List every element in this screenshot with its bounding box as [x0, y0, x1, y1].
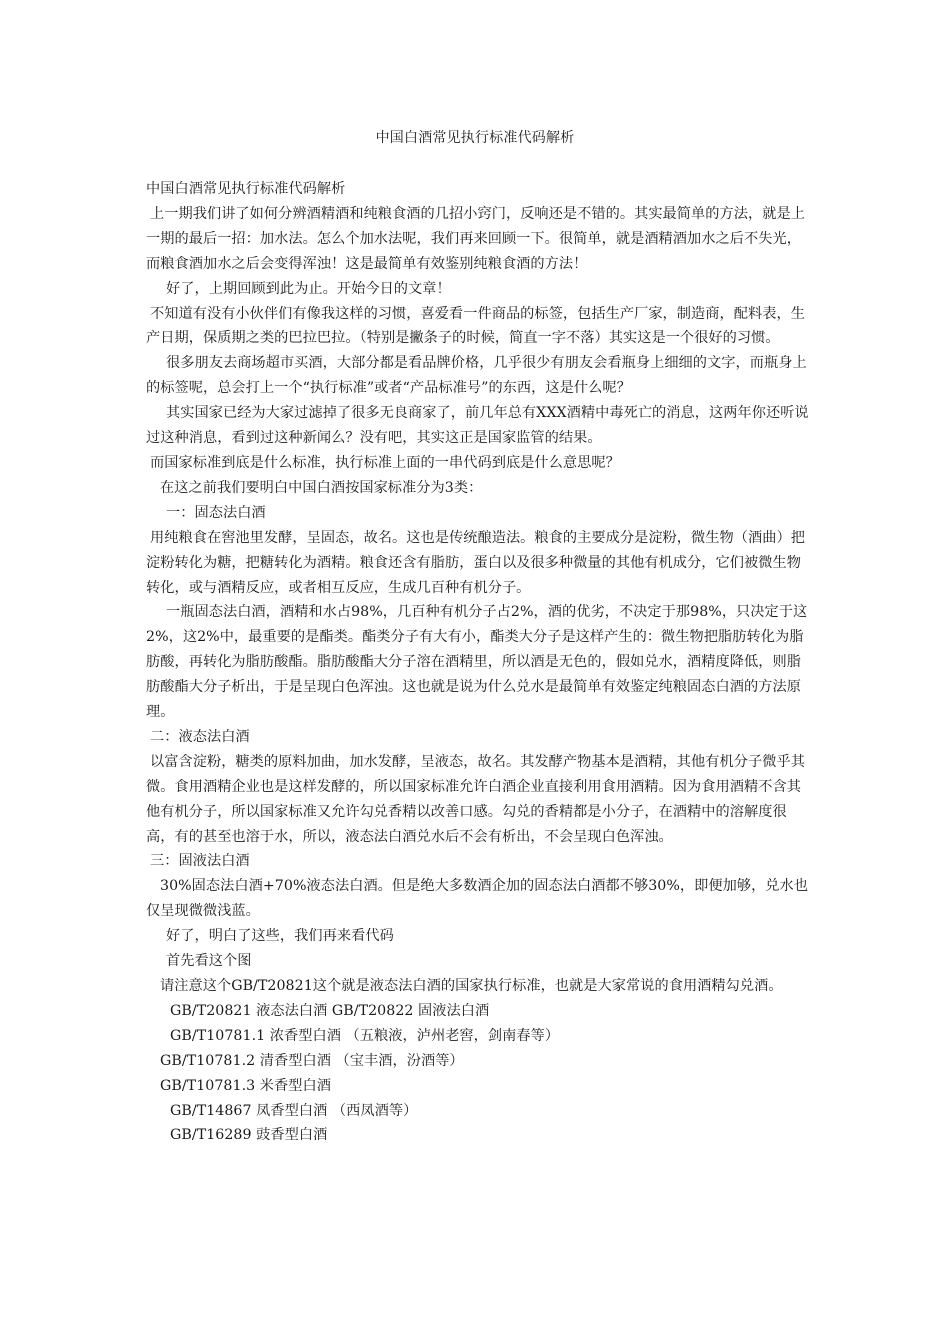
section-heading-solid: 一：固态法白酒 [166, 504, 266, 521]
section-heading-mixed: 三：固液法白酒 [150, 853, 250, 870]
standard-code-line: GB/T10781.3 米香型白酒 [160, 1077, 331, 1094]
document-body [146, 177, 810, 1148]
paragraph-liquid-method: 以富含淀粉，糖类的原料加曲，加水发酵，呈液态，故名。其发酵产物基本是酒精，其他有机分子微乎其微。食用酒精企业也是这样发酵的，所以国家标准允许白酒企业直接利用食用酒精。因为食用酒精不含其他有机分子，所以国家标准又允许勾兑香精以改善口感。勾兑的香精都是小分子，在酒精中的溶解度很高，有的甚至也溶于水，所以，液态法白酒兑水后不会有析出，不会呈现白色浑浊。 [146, 753, 805, 845]
document-title: 中国白酒常见执行标准代码解析 [375, 130, 575, 146]
paragraph-look-at-codes: 好了，明白了这些，我们再来看代码 [166, 928, 394, 945]
standard-code-line: GB/T14867 凤香型白酒 （西凤酒等） [170, 1102, 418, 1119]
paragraph-shopping: 很多朋友去商场超市买酒，大部分都是看品牌价格，几乎很少有朋友会看瓶身上细细的文字，而瓶身上的标签呢，总会打上一个“执行标准”或者“产品标准号”的东西，这是什么呢？ [146, 355, 807, 397]
body-heading: 中国白酒常见执行标准代码解析 [146, 181, 346, 197]
paragraph-see-figure: 首先看这个图 [166, 953, 252, 970]
paragraph-question: 而国家标准到底是什么标准，执行标准上面的一串代码到底是什么意思呢？ [150, 454, 620, 471]
paragraph-solid-esters: 一瓶固态法白酒，酒精和水占98%，几百种有机分子占2%，酒的优劣，不决定于那98%，只决定于这2%，这2%中，最重要的是酯类。酯类分子有大有小，酯类大分子是这样产生的：微生物把脂肪转化为脂肪酸，再转化为脂肪酸酯。脂肪酸酯大分子溶在酒精里，所以酒是无色的，假如兑水，酒精度降低，则脂肪酸酯大分子析出，于是呈现白色浑浊。这也就是说为什么兑水是最简单有效鉴定纯粮固态白酒的方法原理。 [146, 604, 808, 721]
paragraph-categories-intro: 在这之前我们要明白中国白酒按国家标准分为3类： [160, 479, 483, 496]
standard-code-line: GB/T10781.1 浓香型白酒 （五粮液，泸州老窖，剑南春等） [170, 1027, 560, 1044]
section-heading-liquid: 二：液态法白酒 [150, 728, 250, 745]
paragraph-gb-t20821-note: 请注意这个GB/T20821这个就是液态法白酒的国家执行标准，也就是大家常说的食用酒精勾兑酒。 [160, 978, 783, 994]
paragraph-regulation: 其实国家已经为大家过滤掉了很多无良商家了，前几年总有XXX酒精中毒死亡的消息，这两年你还听说过这种消息，看到过这种新闻么？没有吧，其实这正是国家监管的结果。 [146, 405, 809, 447]
paragraph-mixed-method: 30%固态法白酒+70%液态法白酒。但是绝大多数酒企加的固态法白酒都不够30%，即便加够，兑水也仅呈现微微浅蓝。 [146, 878, 809, 920]
paragraph-solid-method: 用纯粮食在窖池里发酵，呈固态，故名。这也是传统酿造法。粮食的主要成分是淀粉，微生物（酒曲）把淀粉转化为糖，把糖转化为酒精。粮食还含有脂肪，蛋白以及很多种微量的其他有机成分，它们被微生物转化，或与酒精反应，或者相互反应，生成几百种有机分子。 [146, 529, 805, 596]
standard-code-line: GB/T10781.2 清香型白酒 （宝丰酒，汾酒等） [160, 1052, 464, 1069]
standard-code-line: GB/T16289 豉香型白酒 [170, 1127, 328, 1144]
paragraph-transition: 好了，上期回顾到此为止。开始今日的文章！ [166, 280, 451, 297]
standard-code-line: GB/T20821 液态法白酒 GB/T20822 固液法白酒 [170, 1002, 490, 1019]
paragraph-label-habit: 不知道有没有小伙伴们有像我这样的习惯，喜爱看一件商品的标签，包括生产厂家，制造商，配料表，生产日期，保质期之类的巴拉巴拉。（特别是撇条子的时候，简直一字不落）其实这是一个很好的习惯。 [146, 305, 805, 347]
paragraph-recap: 上一期我们讲了如何分辨酒精酒和纯粮食酒的几招小窍门，反响还是不错的。其实最简单的方法，就是上一期的最后一招：加水法。怎么个加水法呢，我们再来回顾一下。很简单，就是酒精酒加水之后不失光，而粮食酒加水之后会变得浑浊！这是最简单有效鉴别纯粮食酒的方法！ [146, 205, 805, 272]
